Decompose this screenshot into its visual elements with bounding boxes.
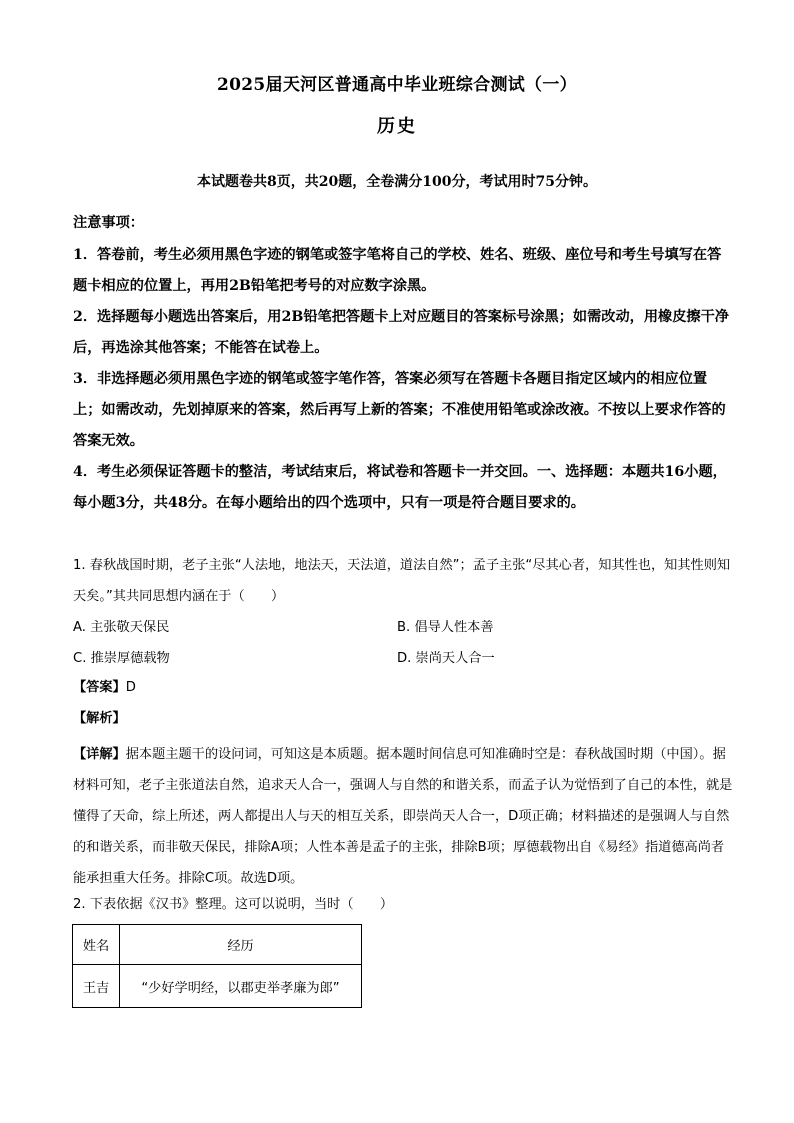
question-2-table bbox=[72, 924, 362, 1008]
table-header-row bbox=[73, 925, 362, 965]
notice-item: 3．非选择题必须用黑色字迹的钢笔或签字笔作答，答案必须写在答题卡各题目指定区域内的相应位置上；如需改动，先划掉原来的答案，然后再写上新的答案；不准使用铅笔或涂改液。不按以上要求作答的答案无效。 bbox=[73, 371, 726, 449]
analysis-label: 【解析】 bbox=[73, 711, 126, 726]
notice-item: 1．答卷前，考生必须用黑色字迹的钢笔或签字笔将自己的学校、姓名、班级、座位号和考生号填写在答题卡相应的位置上，再用2B铅笔把考号的对应数字涂黑。 bbox=[73, 247, 722, 294]
detail-label: 【详解】 bbox=[73, 747, 126, 762]
answer-label: 【答案】 bbox=[73, 680, 126, 695]
answer-line bbox=[73, 676, 136, 695]
notice-item: 4．考生必须保证答题卡的整洁，考试结束后，将试卷和答题卡一并交回。一、选择题：本题共16小题，每小题3分，共48分。在每小题给出的四个选项中，只有一项是符合题目要求的。 bbox=[73, 464, 727, 511]
notice-heading: 注意事项： bbox=[73, 215, 144, 231]
question-1-option-b: B. 倡导人性本善 bbox=[397, 620, 494, 635]
table-cell: “少好学明经，以郡吏举孝廉为郎” bbox=[120, 965, 362, 1008]
question-2-stem: 2. 下表依据《汉书》整理。这可以说明，当时（ ） bbox=[73, 897, 394, 912]
question-1-option-d: D. 崇尚天人合一 bbox=[397, 651, 495, 666]
exam-info: 本试题卷共8页，共20题，全卷满分100分，考试用时75分钟。 bbox=[197, 174, 597, 190]
exam-title: 2025届天河区普通高中毕业班综合测试（一） bbox=[217, 75, 577, 95]
table-header-cell: 姓名 bbox=[73, 925, 120, 965]
detail-paragraph bbox=[73, 739, 733, 894]
answer-value: D bbox=[125, 680, 136, 695]
analysis-line bbox=[73, 707, 126, 726]
notice-item: 2．选择题每小题选出答案后，用2B铅笔把答题卡上对应题目的答案标号涂黑；如需改动，用橡皮擦干净后，再选涂其他答案；不能答在试卷上。 bbox=[73, 309, 729, 356]
question-1-option-a: A. 主张敬天保民 bbox=[73, 620, 170, 635]
question-1-stem: 1. 春秋战国时期，老子主张“人法地，地法天，天法道，道法自然”；孟子主张“尽其心者，知其性也，知其性则知天矣。”其共同思想内涵在于（ ） bbox=[73, 558, 731, 604]
detail-text: 据本题主题干的设问词，可知这是本质题。据本题时间信息可知准确时空是：春秋战国时期（中国）。据材料可知，老子主张道法自然，追求天人合一，强调人与自然的和谐关系，而孟子认为觉悟到了自己的本性，就是懂得了天命，综上所述，两人都提出人与天的相互关系，即崇尚天人合一，D项正确；材料描述的是强调人与自然的和谐关系，而非敬天保民，排除A项；人性本善是孟子的主张，排除B项；厚德载物出自《易经》指道德高尚者能承担重大任务。排除C项。故选D项。 bbox=[73, 747, 733, 886]
question-1-option-c: C. 推崇厚德载物 bbox=[73, 651, 170, 666]
table-cell: 王吉 bbox=[73, 965, 120, 1008]
table-row bbox=[73, 965, 362, 1008]
subject-title: 历史 bbox=[377, 116, 417, 137]
table-header-cell: 经历 bbox=[120, 925, 362, 965]
